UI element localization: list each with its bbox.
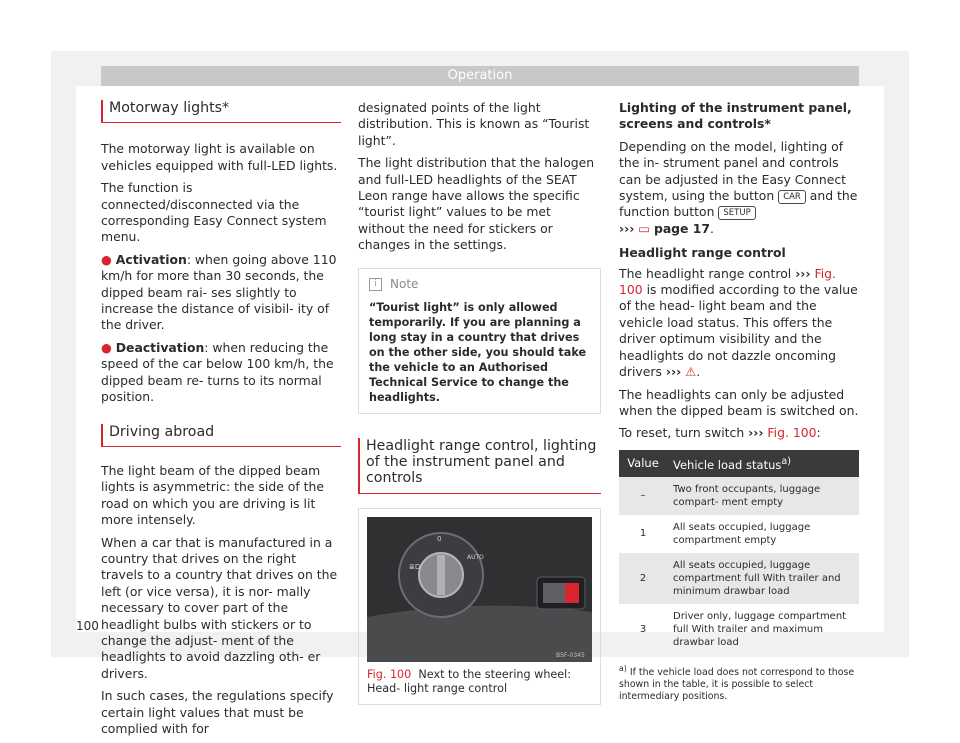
load-status-table	[619, 450, 859, 655]
column-3	[619, 100, 859, 703]
paragraph: The light beam of the dipped beam lights is asymmetric: the side of the road on which you are driving is lit more intensely.	[101, 462, 324, 528]
svg-text:≣D: ≣D	[409, 562, 421, 571]
note-text: “Tourist light” is only allowed temporarily. If you are planning a long stay in a country that drives on the other side, you should take the vehicle to an Authorised Technical Service to change the headlights.	[369, 300, 587, 404]
paragraph: The light distribution that the halogen and full-LED headlights of the SEAT Leon range have allows the specific “tourist light” values to be met without the need for stickers or changes in the settings.	[358, 155, 595, 253]
section-header: Operation	[101, 66, 859, 86]
figure-100	[358, 508, 601, 705]
paragraph: Depending on the model, lighting of the in- strument panel and controls can be adjusted in the Easy Connect system, using the button CAR and the function button SETUP ››› ▭ page 17.	[619, 138, 858, 236]
paragraph: designated points of the light distribution. This is known as “Tourist light”.	[358, 100, 590, 148]
page-link[interactable]: page 17	[653, 220, 711, 236]
bullet-activation: ● Activation: when going above 110 km/h for more than 30 seconds, the dipped beam rai- ses slightly to increase the distance of visibil- ity of the driver.	[101, 251, 337, 333]
page-number: 100	[76, 619, 99, 633]
table-row: – Two front occupants, luggage compart- ment empty	[619, 477, 859, 515]
warning-icon: ⚠	[685, 364, 697, 380]
column-2	[358, 100, 601, 705]
paragraph: The motorway light is available on vehicles equipped with full-LED lights.	[101, 141, 338, 173]
note-icon: i	[369, 278, 382, 291]
table-footnote: $^{a)}$ If the vehicle load does not correspond to those shown in the table, it is possible to select intermediary positions.	[619, 663, 855, 702]
table-header-status: Vehicle load status$^{a)}$	[667, 450, 859, 477]
heading-motorway-lights: Motorway lights*	[101, 100, 341, 123]
paragraph: To reset, turn switch ››› Fig. 100:	[619, 425, 821, 441]
book-icon: ▭	[638, 220, 650, 236]
page-content	[76, 86, 884, 736]
bullet-icon: ●	[101, 251, 112, 267]
svg-text:AUTO: AUTO	[467, 553, 484, 561]
paragraph: When a car that is manufactured in a country that drives on the right travels to a country that drives on the left (or vice versa), it is nor- mally necessary to cover part of the headlight bulbs with stickers or to change the adjust- ment of the headlights to avoid dazzling oth- er drivers.	[101, 534, 338, 681]
svg-text:0: 0	[437, 534, 442, 543]
note-title: Note	[390, 276, 419, 291]
table-row: 3 Driver only, luggage compartment full With trailer and maximum drawbar load	[639, 610, 847, 648]
subheading-range-control: Headlight range control	[619, 245, 786, 261]
paragraph: The function is connected/disconnected via the corresponding Easy Connect system menu.	[101, 180, 327, 245]
table-row: 2 All seats occupied, luggage compartment full With trailer and minimum drawbar load	[619, 553, 859, 604]
paragraph: The headlights can only be adjusted when the dipped beam is switched on.	[619, 386, 859, 418]
headlight-switch-illustration	[367, 517, 592, 662]
car-button-key: CAR	[778, 190, 806, 204]
fig-link[interactable]: Fig. 100	[767, 425, 817, 441]
fig-link[interactable]: Fig. 100	[619, 265, 836, 298]
paragraph: In such cases, the regulations specify certain light values that must be complied with for	[101, 688, 334, 736]
setup-button-key: SETUP	[718, 206, 755, 220]
headlight-switch-image	[367, 517, 592, 662]
table-row: 1 All seats occupied, luggage compartment empty	[639, 521, 811, 546]
svg-text:B5F-0345: B5F-0345	[556, 651, 585, 659]
paragraph: The headlight range control ››› Fig. 100 is modified according to the value of the head- light beam and the vehicle load status. This offers the driver optimum visibility and the headlights do not dazzle oncoming drivers ››› ⚠.	[619, 265, 858, 380]
column-1	[101, 100, 341, 743]
table-header-value: Value	[619, 450, 667, 477]
bullet-deactivation: ● Deactivation: when reducing the speed of the car below 100 km/h, the dipped beam re- turns to its normal position.	[101, 339, 334, 405]
figure-caption: Fig. 100 Next to the steering wheel: Head- light range control	[367, 667, 572, 695]
heading-headlight-range: Headlight range control, lighting of the instrument panel and controls	[358, 438, 601, 494]
bullet-icon: ●	[101, 339, 112, 355]
subheading-lighting: Lighting of the instrument panel, screens and controls*	[619, 100, 852, 132]
heading-driving-abroad: Driving abroad	[101, 424, 341, 447]
note-box	[358, 268, 601, 414]
